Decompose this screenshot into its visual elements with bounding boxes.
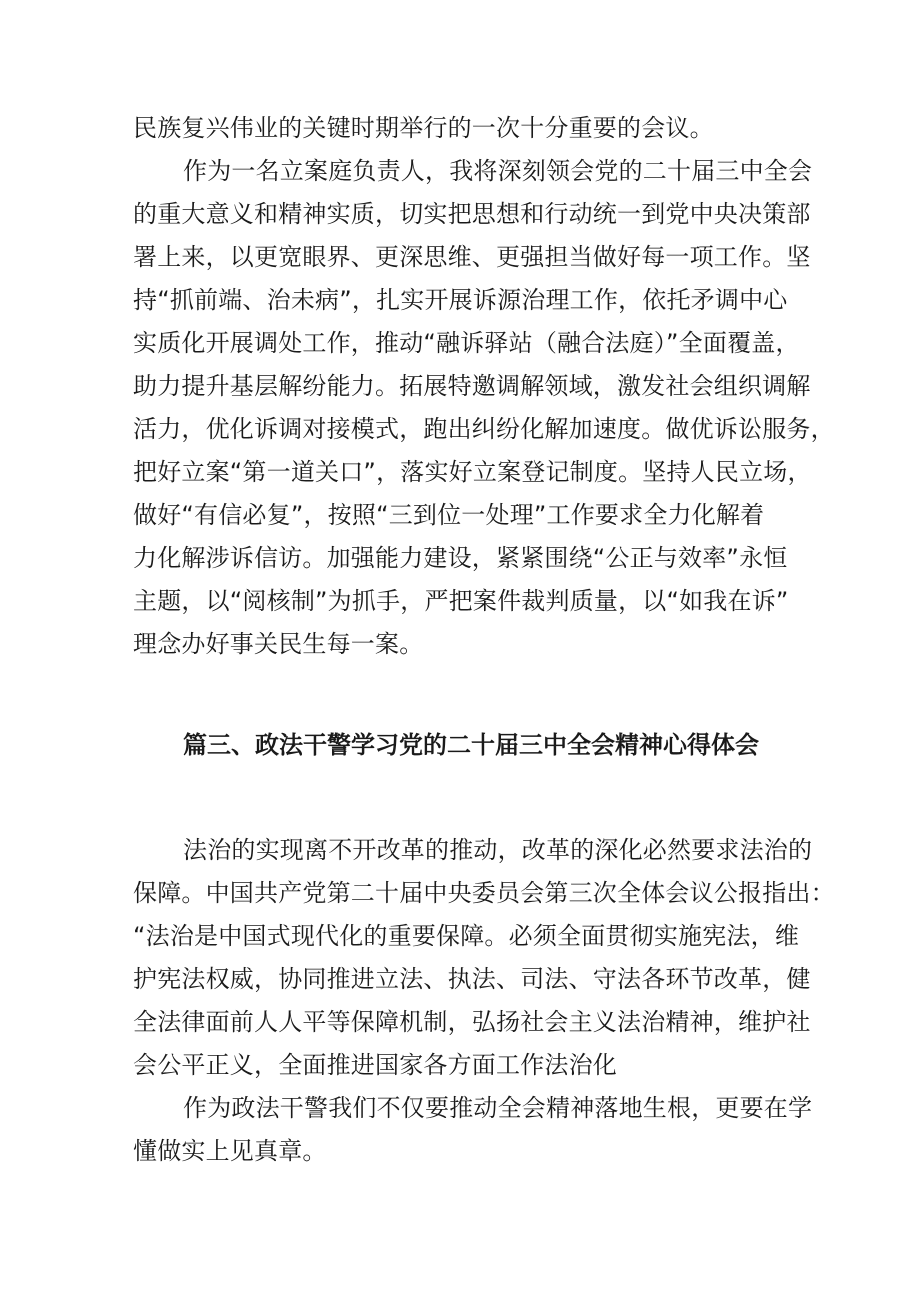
paragraph-line: 力化解涉诉信访。加强能力建设，紧紧围绕“公正与效率”永恒 bbox=[133, 544, 788, 572]
paragraph-line: 全法律面前人人平等保障机制，弘扬社会主义法治精神，维护社 bbox=[133, 1008, 811, 1036]
section-heading: 篇三、政法干警学习党的二十届三中全会精神心得体会 bbox=[183, 731, 759, 759]
paragraph-line: 保障。中国共产党第二十届中央委员会第三次全体会议公报指出： bbox=[133, 879, 835, 907]
paragraph-line: 护宪法权威，协同推进立法、执法、司法、守法各环节改革，健 bbox=[133, 965, 811, 993]
paragraph-line: 把好立案“第一道关口”，落实好立案登记制度。坚持人民立场， bbox=[133, 458, 812, 486]
paragraph-line: 助力提升基层解纷能力。拓展特邀调解领域，激发社会组织调解 bbox=[133, 372, 811, 400]
paragraph-line: 会公平正义，全面推进国家各方面工作法治化 bbox=[133, 1051, 617, 1079]
paragraph-line: 作为政法干警我们不仅要推动全会精神落地生根，更要在学 bbox=[183, 1094, 813, 1122]
paragraph-line: 懂做实上见真章。 bbox=[133, 1137, 327, 1165]
paragraph-line: 主题，以“阅核制”为抓手，严把案件裁判质量，以“如我在诉” bbox=[133, 587, 789, 615]
paragraph-line: 持“抓前端、治未病”，扎实开展诉源治理工作，依托矛调中心 bbox=[133, 286, 788, 314]
paragraph-line: 署上来，以更宽眼界、更深思维、更强担当做好每一项工作。坚 bbox=[133, 243, 811, 271]
paragraph-line: 实质化开展调处工作，推动“融诉驿站（融合法庭）”全面覆盖， bbox=[133, 329, 800, 357]
paragraph-line: 民族复兴伟业的关键时期举行的一次十分重要的会议。 bbox=[133, 114, 714, 142]
paragraph-line: 理念办好事关民生每一案。 bbox=[133, 630, 424, 658]
paragraph-line: 做好“有信必复”，按照“三到位一处理”工作要求全力化解着 bbox=[133, 501, 765, 529]
paragraph-line: “法治是中国式现代化的重要保障。必须全面贯彻实施宪法，维 bbox=[133, 922, 800, 950]
paragraph-line: 的重大意义和精神实质，切实把思想和行动统一到党中央决策部 bbox=[133, 200, 811, 228]
paragraph-line: 法治的实现离不开改革的推动，改革的深化必然要求法治的 bbox=[183, 836, 813, 864]
paragraph-line: 活力，优化诉调对接模式，跑出纠纷化解加速度。做优诉讼服务， bbox=[133, 415, 835, 443]
paragraph-line: 作为一名立案庭负责人，我将深刻领会党的二十届三中全会 bbox=[183, 157, 813, 185]
